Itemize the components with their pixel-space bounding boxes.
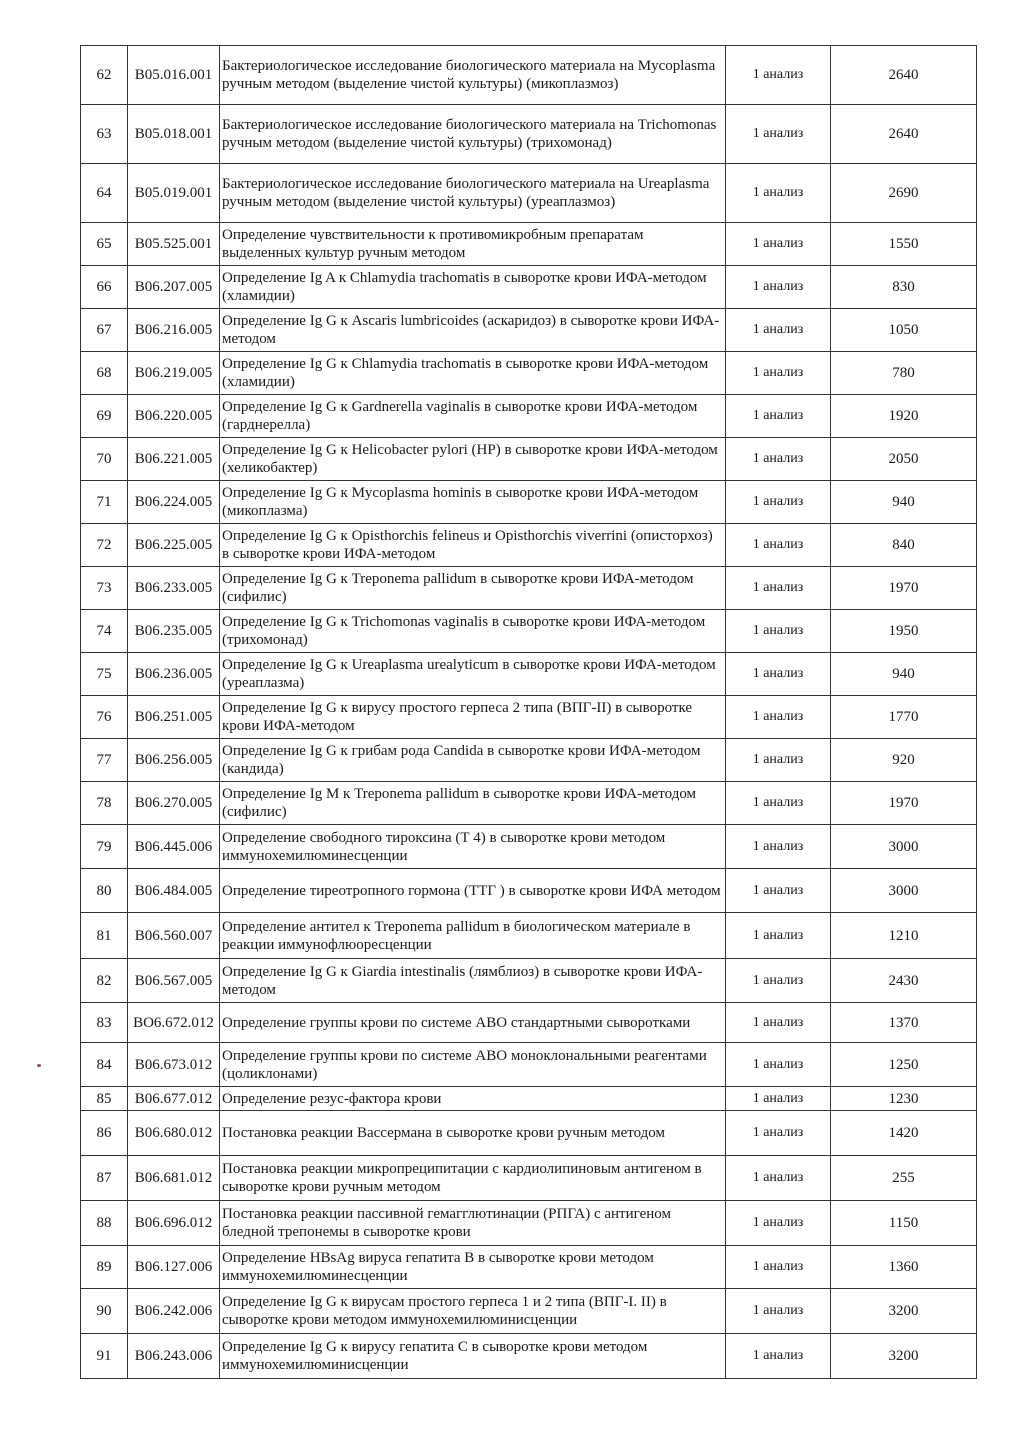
service-unit: 1 анализ	[726, 395, 831, 438]
service-price: 2640	[831, 105, 977, 164]
service-description: Определение Ig G к Ascaris lumbricoides (аскаридоз) в сыворотке крови ИФА-методом	[220, 309, 726, 352]
row-number: 76	[81, 696, 128, 739]
service-code: B06.220.005	[128, 395, 220, 438]
service-price: 1150	[831, 1201, 977, 1246]
service-unit: 1 анализ	[726, 223, 831, 266]
table-row	[81, 46, 977, 105]
service-price: 1420	[831, 1111, 977, 1156]
service-code: BO6.672.012	[128, 1003, 220, 1043]
service-code: B06.256.005	[128, 739, 220, 782]
service-code: B06.233.005	[128, 567, 220, 610]
row-number: 80	[81, 869, 128, 913]
service-description: Бактериологическое исследование биологического материала на Mycoplasma ручным методом (выделение чистой культуры) (микоплазмоз)	[220, 46, 726, 105]
row-number: 73	[81, 567, 128, 610]
service-price: 1550	[831, 223, 977, 266]
service-description: Определение Ig G к Giardia intestinalis (лямблиоз) в сыворотке крови ИФА-методом	[220, 959, 726, 1003]
service-unit: 1 анализ	[726, 1003, 831, 1043]
table-row	[81, 696, 977, 739]
service-description: Определение чувствительности к противомикробным препаратам выделенных культур ручным методом	[220, 223, 726, 266]
row-number: 90	[81, 1289, 128, 1334]
service-code: B05.016.001	[128, 46, 220, 105]
table-row	[81, 164, 977, 223]
row-number: 77	[81, 739, 128, 782]
service-unit: 1 анализ	[726, 739, 831, 782]
table-row	[81, 1087, 977, 1111]
service-price: 1370	[831, 1003, 977, 1043]
service-price: 2050	[831, 438, 977, 481]
service-unit: 1 анализ	[726, 1087, 831, 1111]
service-price: 1210	[831, 913, 977, 959]
table-row	[81, 567, 977, 610]
service-unit: 1 анализ	[726, 913, 831, 959]
table-row	[81, 438, 977, 481]
service-code: B06.560.007	[128, 913, 220, 959]
service-unit: 1 анализ	[726, 696, 831, 739]
service-description: Бактериологическое исследование биологического материала на Ureaplasma ручным методом (выделение чистой культуры) (уреаплазмоз)	[220, 164, 726, 223]
service-code: B06.673.012	[128, 1043, 220, 1087]
service-code: B06.445.006	[128, 825, 220, 869]
table-row	[81, 352, 977, 395]
service-description: Определение Ig G к грибам рода Candida в сыворотке крови ИФА-методом (кандида)	[220, 739, 726, 782]
row-number: 84	[81, 1043, 128, 1087]
service-unit: 1 анализ	[726, 352, 831, 395]
service-price: 940	[831, 653, 977, 696]
service-unit: 1 анализ	[726, 105, 831, 164]
service-code: B06.567.005	[128, 959, 220, 1003]
row-number: 63	[81, 105, 128, 164]
service-code: B06.677.012	[128, 1087, 220, 1111]
price-table	[80, 45, 977, 1379]
service-code: B05.018.001	[128, 105, 220, 164]
service-description: Определение Ig G к Opisthorchis felineus и Opisthorchis viverrini (описторхоз) в сыворотке крови ИФА-методом	[220, 524, 726, 567]
row-number: 82	[81, 959, 128, 1003]
service-description: Определение Ig G к вирусу простого герпеса 2 типа (ВПГ-II) в сыворотке крови ИФА-методом	[220, 696, 726, 739]
service-code: B06.224.005	[128, 481, 220, 524]
service-description: Определение Ig G к Helicobacter pylori (HP) в сыворотке крови ИФА-методом (хеликобактер)	[220, 438, 726, 481]
service-unit: 1 анализ	[726, 46, 831, 105]
row-number: 72	[81, 524, 128, 567]
table-row	[81, 869, 977, 913]
row-number: 89	[81, 1246, 128, 1289]
service-unit: 1 анализ	[726, 825, 831, 869]
service-price: 1360	[831, 1246, 977, 1289]
row-number: 81	[81, 913, 128, 959]
row-number: 85	[81, 1087, 128, 1111]
service-code: B06.680.012	[128, 1111, 220, 1156]
table-row	[81, 959, 977, 1003]
row-number: 83	[81, 1003, 128, 1043]
table-row	[81, 610, 977, 653]
service-description: Постановка реакции микропреципитации с кардиолипиновым антигеном в сыворотке крови ручным методом	[220, 1156, 726, 1201]
service-price: 920	[831, 739, 977, 782]
service-code: B06.242.006	[128, 1289, 220, 1334]
service-price: 2690	[831, 164, 977, 223]
row-number: 62	[81, 46, 128, 105]
table-row	[81, 782, 977, 825]
table-row	[81, 1334, 977, 1379]
service-price: 1770	[831, 696, 977, 739]
row-number: 78	[81, 782, 128, 825]
service-description: Определение тиреотропного гормона (ТТГ ) в сыворотке крови ИФА методом	[220, 869, 726, 913]
service-unit: 1 анализ	[726, 959, 831, 1003]
row-number: 71	[81, 481, 128, 524]
service-code: B06.235.005	[128, 610, 220, 653]
table-row	[81, 105, 977, 164]
service-code: B06.484.005	[128, 869, 220, 913]
service-price: 1250	[831, 1043, 977, 1087]
service-unit: 1 анализ	[726, 481, 831, 524]
service-price: 940	[831, 481, 977, 524]
service-unit: 1 анализ	[726, 1201, 831, 1246]
row-number: 88	[81, 1201, 128, 1246]
service-description: Постановка реакции Вассермана в сыворотке крови ручным методом	[220, 1111, 726, 1156]
service-description: Определение антител к Treponema pallidum в биологическом материале в реакции иммунофлюоресценции	[220, 913, 726, 959]
service-price: 1920	[831, 395, 977, 438]
service-code: B06.243.006	[128, 1334, 220, 1379]
service-price: 1230	[831, 1087, 977, 1111]
service-unit: 1 анализ	[726, 1334, 831, 1379]
service-unit: 1 анализ	[726, 1111, 831, 1156]
row-number: 69	[81, 395, 128, 438]
service-unit: 1 анализ	[726, 1246, 831, 1289]
service-price: 1970	[831, 782, 977, 825]
service-price: 1970	[831, 567, 977, 610]
service-unit: 1 анализ	[726, 164, 831, 223]
service-description: Определение Ig G к Gardnerella vaginalis в сыворотке крови ИФА-методом (гарднерелла)	[220, 395, 726, 438]
row-number: 79	[81, 825, 128, 869]
service-unit: 1 анализ	[726, 782, 831, 825]
table-row	[81, 1043, 977, 1087]
table-row	[81, 913, 977, 959]
service-code: B06.216.005	[128, 309, 220, 352]
service-description: Определение Ig G к Mycoplasma hominis в сыворотке крови ИФА-методом (микоплазма)	[220, 481, 726, 524]
service-price: 3200	[831, 1334, 977, 1379]
service-price: 3200	[831, 1289, 977, 1334]
row-number: 91	[81, 1334, 128, 1379]
service-price: 255	[831, 1156, 977, 1201]
row-number: 67	[81, 309, 128, 352]
table-row	[81, 266, 977, 309]
service-description: Определение Ig M к Treponema pallidum в сыворотке крови ИФА-методом (сифилис)	[220, 782, 726, 825]
service-unit: 1 анализ	[726, 524, 831, 567]
table-row	[81, 1156, 977, 1201]
service-description: Бактериологическое исследование биологического материала на Trichomonas ручным методом (выделение чистой культуры) (трихомонад)	[220, 105, 726, 164]
row-number: 68	[81, 352, 128, 395]
service-code: B06.207.005	[128, 266, 220, 309]
service-description: Определение HBsAg вируса гепатита В в сыворотке крови методом иммунохемилюминесценции	[220, 1246, 726, 1289]
service-code: B06.219.005	[128, 352, 220, 395]
service-code: B06.127.006	[128, 1246, 220, 1289]
table-row	[81, 653, 977, 696]
table-row	[81, 524, 977, 567]
row-number: 74	[81, 610, 128, 653]
service-price: 840	[831, 524, 977, 567]
service-description: Определение Ig G к Ureaplasma urealyticum в сыворотке крови ИФА-методом (уреаплазма)	[220, 653, 726, 696]
table-row	[81, 739, 977, 782]
table-row	[81, 1003, 977, 1043]
service-code: B05.525.001	[128, 223, 220, 266]
service-price: 3000	[831, 869, 977, 913]
service-price: 830	[831, 266, 977, 309]
service-code: B06.681.012	[128, 1156, 220, 1201]
service-unit: 1 анализ	[726, 266, 831, 309]
row-number: 65	[81, 223, 128, 266]
service-code: B06.236.005	[128, 653, 220, 696]
service-description: Определение группы крови по системе АВО стандартными сыворотками	[220, 1003, 726, 1043]
document-page	[80, 45, 976, 1379]
service-price: 2430	[831, 959, 977, 1003]
service-description: Определение группы крови по системе АВО моноклональными реагентами (цоликлонами)	[220, 1043, 726, 1087]
service-unit: 1 анализ	[726, 309, 831, 352]
service-description: Определение свободного тироксина (Т 4) в сыворотке крови методом иммунохемилюминесценции	[220, 825, 726, 869]
table-row	[81, 395, 977, 438]
table-row	[81, 1246, 977, 1289]
service-description: Определение Ig G к вирусам простого герпеса 1 и 2 типа (ВПГ-I. II) в сыворотке крови методом иммунохемилюминисценции	[220, 1289, 726, 1334]
service-code: B05.019.001	[128, 164, 220, 223]
service-unit: 1 анализ	[726, 869, 831, 913]
service-price: 1050	[831, 309, 977, 352]
service-description: Определение Ig A к Chlamydia trachomatis в сыворотке крови ИФА-методом (хламидии)	[220, 266, 726, 309]
table-row	[81, 481, 977, 524]
service-description: Определение Ig G к Treponema pallidum в сыворотке крови ИФА-методом (сифилис)	[220, 567, 726, 610]
service-unit: 1 анализ	[726, 610, 831, 653]
row-number: 66	[81, 266, 128, 309]
service-description: Постановка реакции пассивной гемагглютинации (РПГА) с антигеном бледной трепонемы в сыворотке крови	[220, 1201, 726, 1246]
service-code: B06.221.005	[128, 438, 220, 481]
service-code: B06.270.005	[128, 782, 220, 825]
service-price: 2640	[831, 46, 977, 105]
service-price: 3000	[831, 825, 977, 869]
service-unit: 1 анализ	[726, 1289, 831, 1334]
table-row	[81, 309, 977, 352]
service-description: Определение Ig G к вирусу гепатита С в сыворотке крови методом иммунохемилюминисценции	[220, 1334, 726, 1379]
service-unit: 1 анализ	[726, 1156, 831, 1201]
service-unit: 1 анализ	[726, 653, 831, 696]
service-price: 780	[831, 352, 977, 395]
row-number: 75	[81, 653, 128, 696]
service-description: Определение Ig G к Trichomonas vaginalis в сыворотке крови ИФА-методом (трихомонад)	[220, 610, 726, 653]
scan-speck	[37, 1064, 41, 1067]
table-row	[81, 825, 977, 869]
price-table-body	[81, 46, 977, 1379]
row-number: 70	[81, 438, 128, 481]
service-unit: 1 анализ	[726, 1043, 831, 1087]
table-row	[81, 1289, 977, 1334]
service-price: 1950	[831, 610, 977, 653]
service-code: B06.696.012	[128, 1201, 220, 1246]
service-unit: 1 анализ	[726, 567, 831, 610]
service-description: Определение резус-фактора крови	[220, 1087, 726, 1111]
service-unit: 1 анализ	[726, 438, 831, 481]
table-row	[81, 223, 977, 266]
row-number: 64	[81, 164, 128, 223]
table-row	[81, 1201, 977, 1246]
service-description: Определение Ig G к Chlamydia trachomatis в сыворотке крови ИФА-методом (хламидии)	[220, 352, 726, 395]
table-row	[81, 1111, 977, 1156]
service-code: B06.225.005	[128, 524, 220, 567]
row-number: 86	[81, 1111, 128, 1156]
row-number: 87	[81, 1156, 128, 1201]
service-code: B06.251.005	[128, 696, 220, 739]
